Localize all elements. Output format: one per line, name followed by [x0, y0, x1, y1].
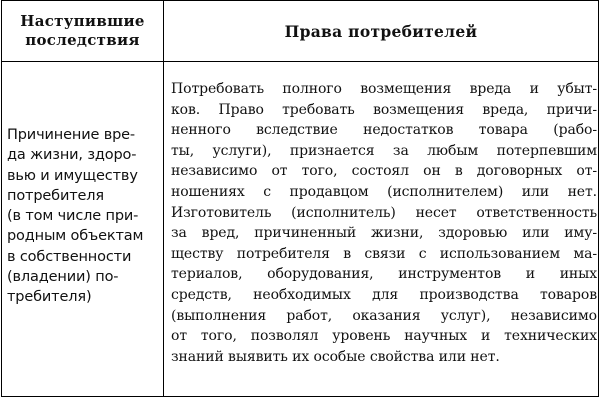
rights-line: ществу потребителя в связи с использованием ма- [171, 245, 597, 262]
rights-line: ков. Право требовать возмещения вреда, причи- [171, 101, 597, 118]
rights-line: средств, необходимых для производства товаров [171, 286, 597, 303]
rights-line: (выполнения работ, оказания услуг), независимо [171, 307, 597, 324]
consequences-line: вью и имуществу [7, 167, 138, 184]
consequences-line: родным объектам [7, 228, 144, 245]
rights-line: ненного вследствие недостатков товара (рабо- [171, 122, 597, 139]
rights-table [1, 0, 599, 397]
rights-line: от того, позволял уровень научных и технических [171, 328, 597, 345]
rights-line: ты, услуги), признается за любым потерпевшим [171, 142, 597, 159]
consequences-line: потребителя [7, 187, 104, 204]
header-consequences-line-2: последствия [25, 31, 140, 49]
rights-line: знаний выявить их особые свойства или нет. [171, 348, 500, 365]
rights-line: за вред, причиненный жизни, здоровью или иму- [171, 225, 597, 242]
header-consumer-rights: Права потребителей [284, 21, 478, 41]
table-header [2, 1, 598, 62]
consequences-line: требителя) [7, 289, 92, 306]
header-consequences-line-1: Наступившие [20, 12, 145, 30]
column-divider [163, 1, 164, 396]
consequences-line: Причинение вре- [7, 127, 136, 143]
consequences-cell [7, 125, 163, 308]
rights-line: териалов, оборудования, инструментов и иных [171, 266, 597, 283]
rights-line: Потребовать полного возмещения вреда и убыт- [171, 81, 597, 97]
consequences-line: да жизни, здоро- [7, 147, 137, 164]
rights-line: ношениях с продавцом (исполнителем) или нет. [171, 183, 597, 200]
rights-cell [171, 79, 597, 367]
header-consequences [2, 1, 163, 61]
consequences-line: (в том числе при- [7, 208, 139, 225]
consequences-line: (владении) по- [7, 269, 119, 286]
rights-line: Изготовитель (исполнитель) несет ответственность [171, 204, 597, 221]
consequences-line: в собственности [7, 248, 132, 265]
rights-line: независимо от того, состоял он в договорных от- [171, 163, 597, 180]
